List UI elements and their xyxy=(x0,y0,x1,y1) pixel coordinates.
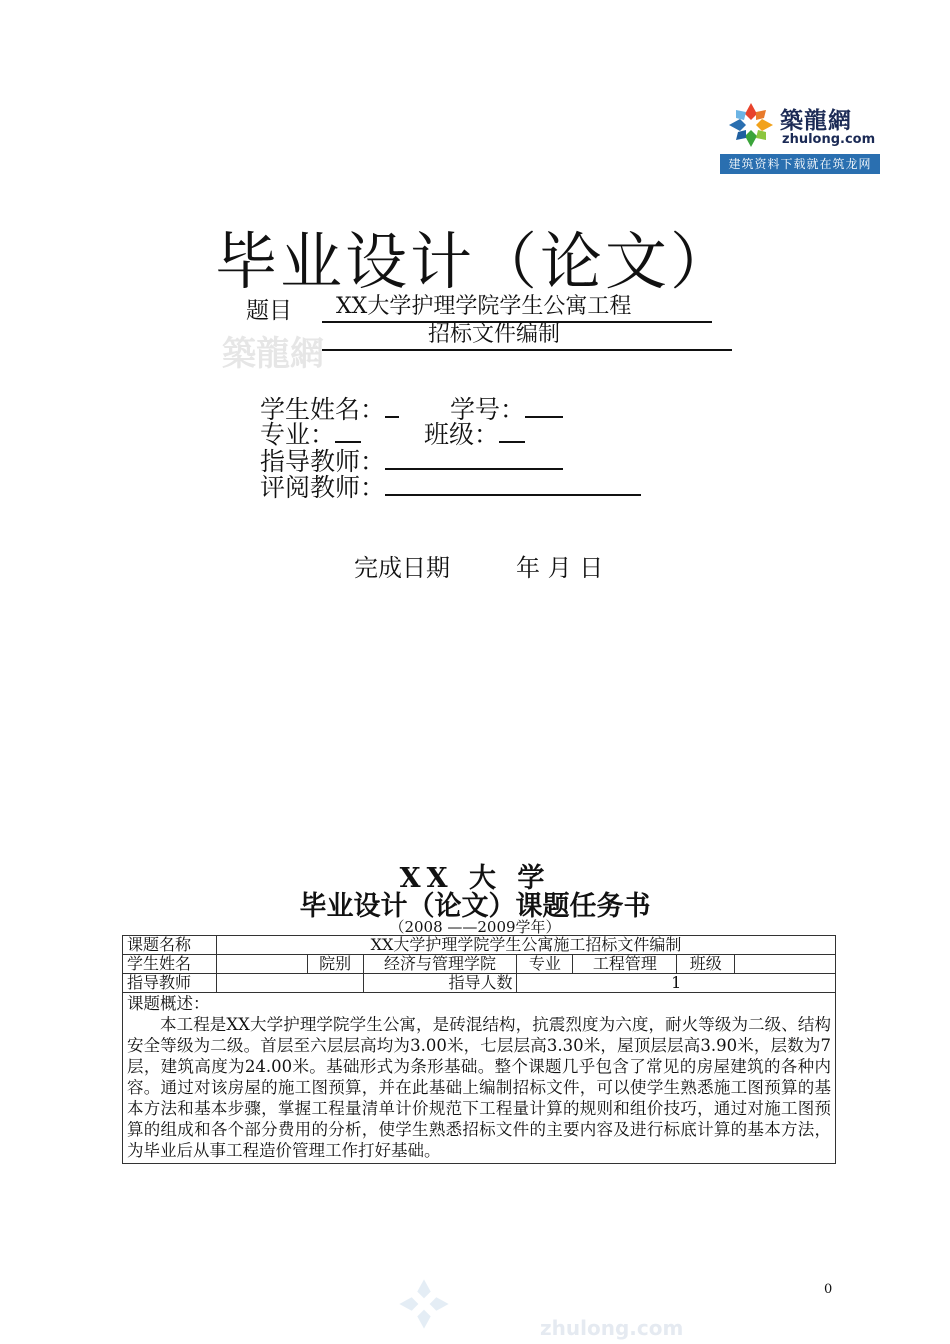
zhulong-logo xyxy=(720,96,880,174)
zhulong-logo-icon xyxy=(726,100,776,150)
table-row xyxy=(123,955,836,974)
date-label: 完成日期 xyxy=(354,554,450,582)
topic-line-1-text: XX大学护理学院学生公寓工程 xyxy=(336,294,632,319)
class-cell-value xyxy=(735,955,836,974)
topic-line-1 xyxy=(322,292,712,323)
student-name-label: 学生姓名： xyxy=(260,395,386,424)
watermark-text: 築龍網 xyxy=(222,334,324,374)
advisor-field xyxy=(260,448,563,476)
student-id-blank xyxy=(525,396,563,418)
class-cell-label: 班级 xyxy=(677,955,735,974)
advisor-cell-value xyxy=(216,974,363,993)
student-name-cell-value xyxy=(216,955,307,974)
topic-name-label: 课题名称 xyxy=(123,936,217,955)
major-field xyxy=(260,421,361,449)
table-row xyxy=(123,974,836,993)
completion-date xyxy=(354,548,603,583)
summary-label: 课题概述： xyxy=(127,994,210,1013)
student-id-label: 学号： xyxy=(450,395,526,424)
cover-title: 毕业设计（论文） xyxy=(214,225,735,298)
footer-watermark: zhulong.com xyxy=(540,1316,684,1340)
table-row xyxy=(123,936,836,955)
student-name-cell-label: 学生姓名 xyxy=(123,955,217,974)
major-cell-value: 工程管理 xyxy=(573,955,677,974)
topic-line-2-text: 招标文件编制 xyxy=(428,322,561,347)
class-blank xyxy=(499,421,525,443)
advisor-count-value: 1 xyxy=(517,974,836,993)
watermark-logo-icon xyxy=(396,1276,452,1332)
major-cell-label: 专业 xyxy=(517,955,573,974)
page-number: 0 xyxy=(824,1282,833,1297)
reviewer-label: 评阅教师： xyxy=(260,473,386,502)
date-ymd: 年 月 日 xyxy=(516,554,604,582)
table-row xyxy=(123,993,836,1164)
task-table xyxy=(122,935,836,1164)
reviewer-field xyxy=(260,474,641,502)
university-name: XX 大 学 xyxy=(399,863,551,894)
logo-top xyxy=(720,96,880,154)
topic-line-2 xyxy=(322,320,732,351)
advisor-label: 指导教师： xyxy=(260,447,386,476)
academic-year: （2008 ——2009学年） xyxy=(389,918,561,936)
class-label: 班级： xyxy=(424,420,500,449)
topic-label: 题目 xyxy=(246,298,292,324)
taskbook-title: 毕业设计（论文）课题任务书 xyxy=(299,891,651,922)
topic-name-value: XX大学护理学院学生公寓施工招标文件编制 xyxy=(216,936,835,955)
college-value: 经济与管理学院 xyxy=(363,955,517,974)
summary-text: 本工程是XX大学护理学院学生公寓，是砖混结构，抗震烈度为六度，耐火等级为二级、结构安全等级为二级。首层至六层层高均为3.00米，七层层高3.30米，屋顶层层高3.90米，层数为7层，建筑高度为24.00米。基础形式为条形基础。整个课题几乎包含了常见的房屋建筑的各种内容。通过对该房屋的施工图预算，并在此基础上编制招标文件，可以使学生熟悉施工图预算的基本方法和基本步骤，掌握工程量清单计价规范下工程量计算的规则和组价技巧，通过对施工图预算的组成和各个部分费用的分析，使学生熟悉招标文件的主要内容及进行标底计算的基本方法，为毕业后从事工程造价管理工作打好基础。 xyxy=(127,1015,831,1160)
advisor-blank xyxy=(385,448,563,470)
logo-name: 築龍網 xyxy=(780,108,852,134)
logo-url: zhulong.com xyxy=(782,132,876,147)
logo-tagline: 建筑资料下载就在筑龙网 xyxy=(720,154,880,174)
advisor-count-label: 指导人数 xyxy=(363,974,517,993)
major-label: 专业： xyxy=(260,420,336,449)
advisor-cell-label: 指导教师 xyxy=(123,974,217,993)
summary-cell xyxy=(123,993,836,1164)
college-label: 院别 xyxy=(307,955,363,974)
major-blank xyxy=(335,421,361,443)
student-name-blank xyxy=(385,396,399,418)
class-field xyxy=(424,421,525,449)
reviewer-blank xyxy=(385,474,641,496)
